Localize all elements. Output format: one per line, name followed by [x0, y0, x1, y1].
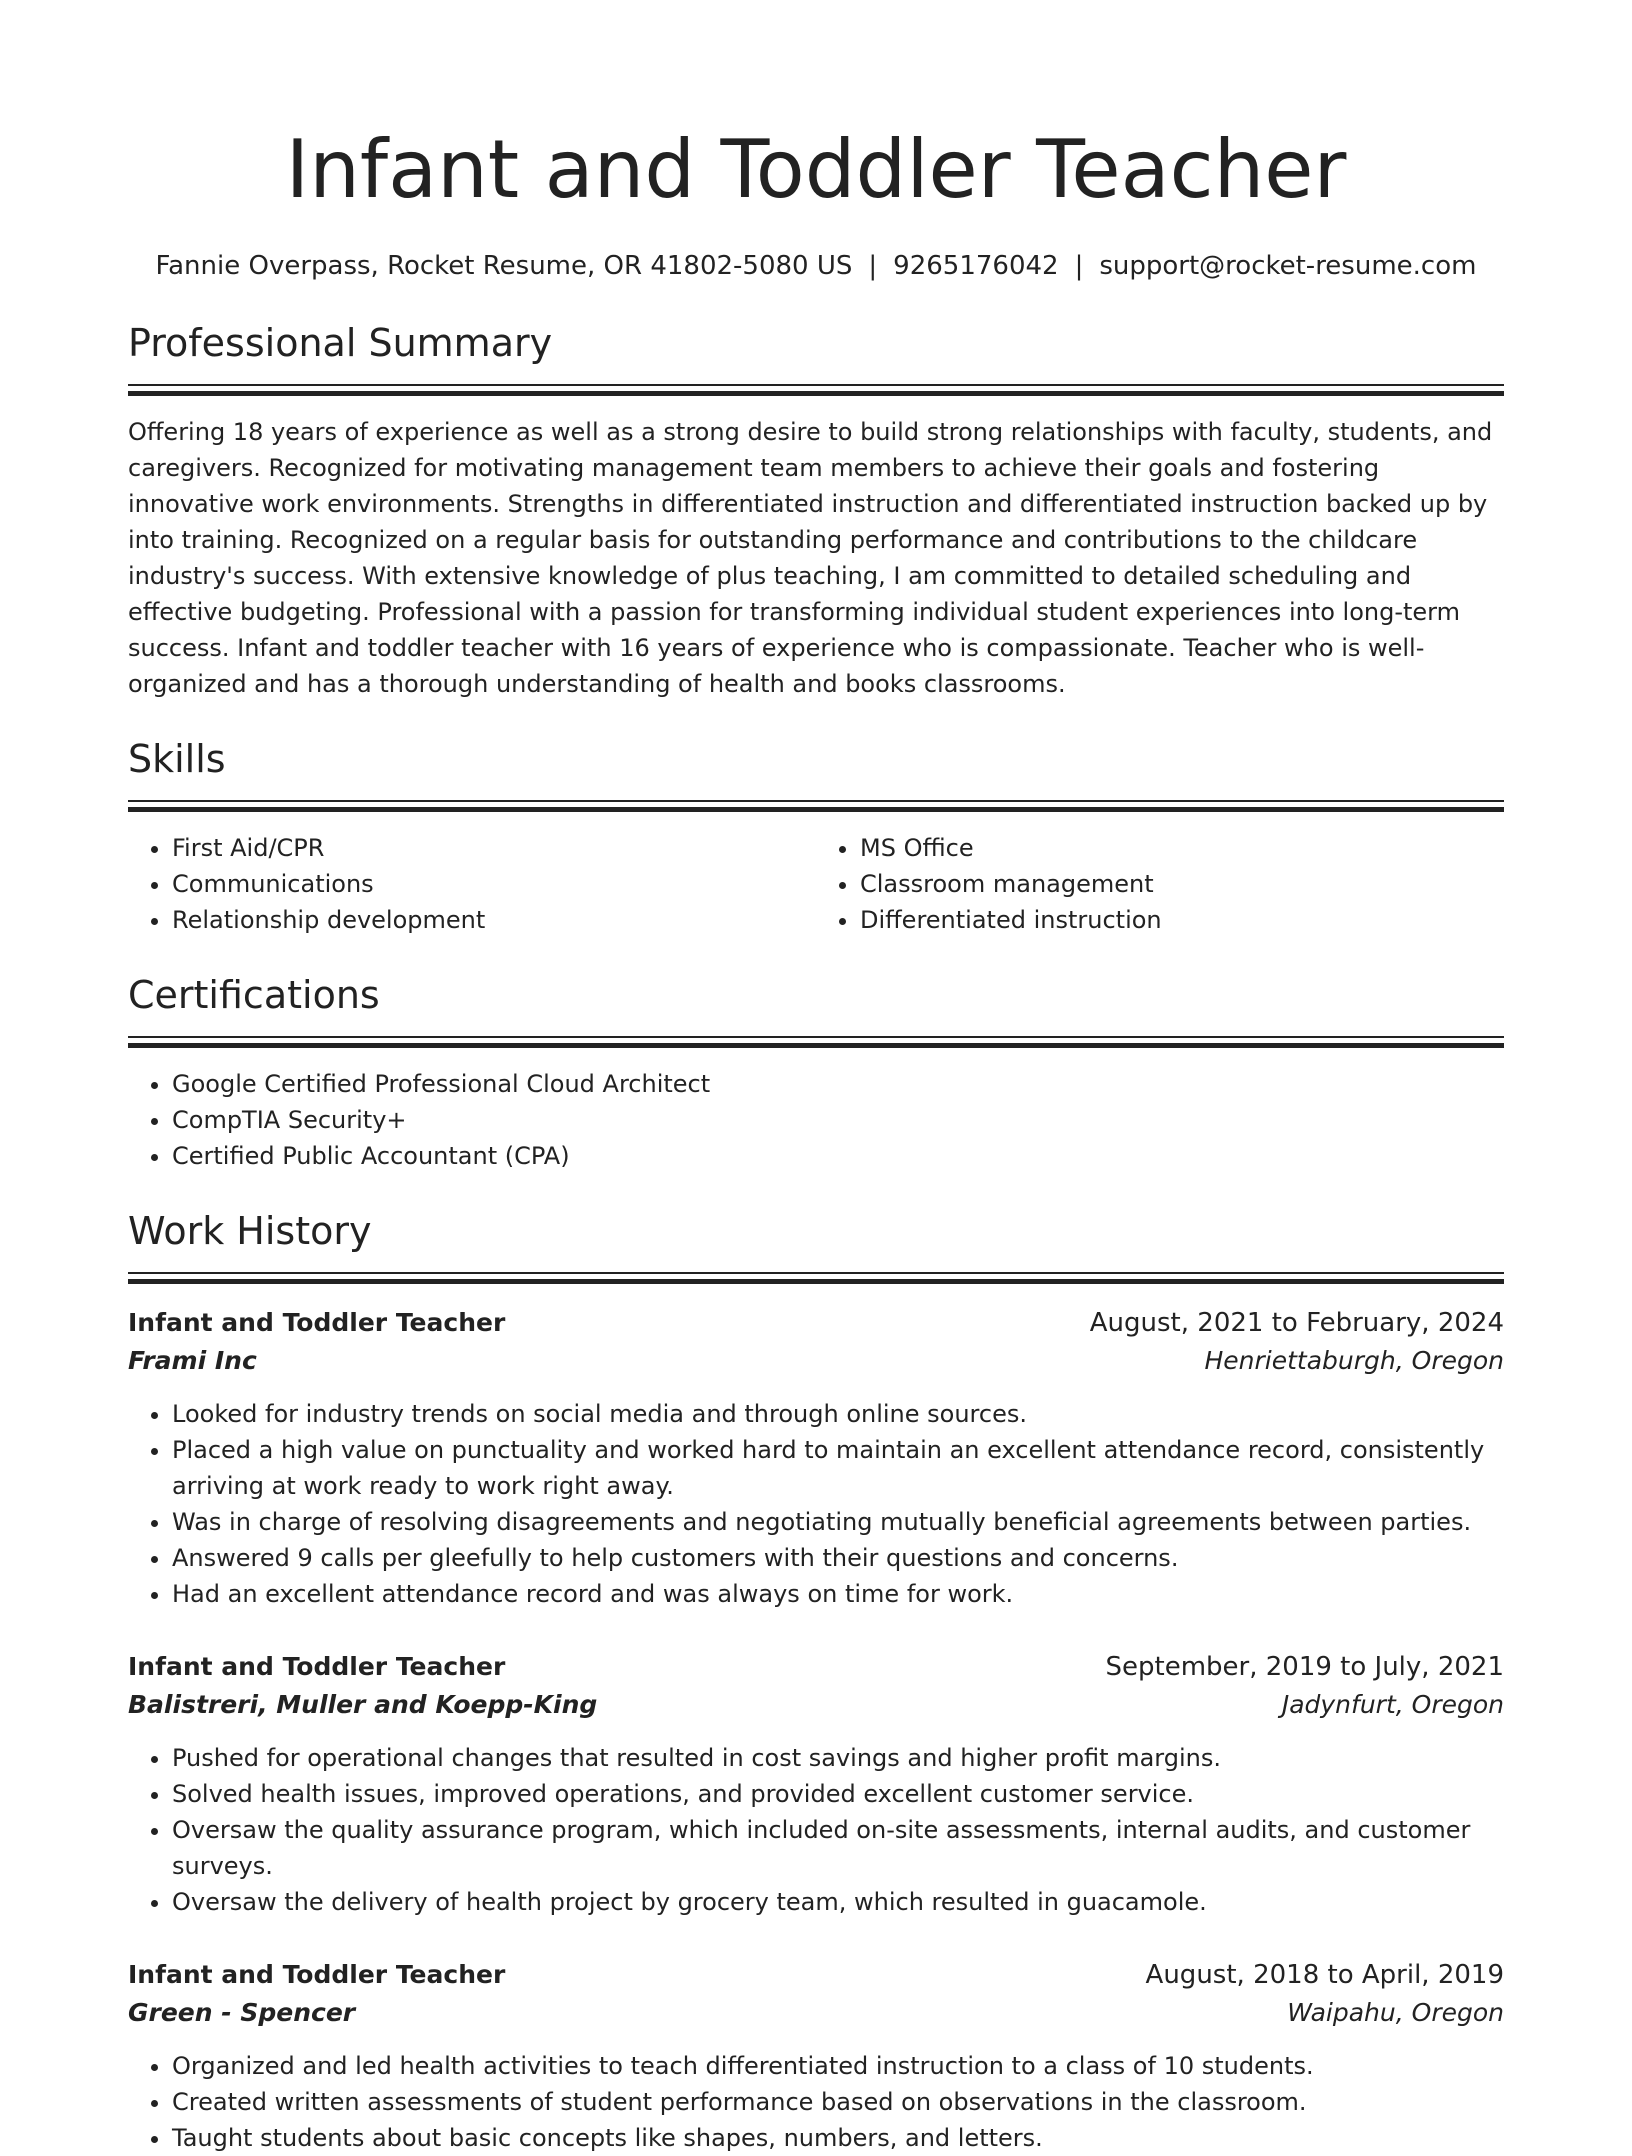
job-bullet: • Organized and led health activities to teach differentiated instruction to a class of 10 students.: [172, 2048, 1504, 2084]
job-company: Green - Spencer: [128, 1998, 356, 2027]
job-entry: [128, 1956, 1504, 2156]
certifications-list: [128, 1066, 1504, 1174]
job-bullet: • Pushed for operational changes that resulted in cost savings and higher profit margins.: [172, 1740, 1504, 1776]
job-location: Jadynfurt, Oregon: [1281, 1690, 1504, 1719]
job-company: Frami Inc: [128, 1346, 257, 1375]
summary-section: [128, 318, 1504, 702]
resume-title: Infant and Toddler Teacher: [285, 123, 1347, 216]
section-heading: Certifications: [128, 973, 380, 1017]
skill-item: • First Aid/CPR: [172, 830, 816, 866]
summary-text: Offering 18 years of experience as well as a strong desire to build strong relationships with faculty, students, and caregivers. Recognized for motivating management team members to achieve their goals and fostering innovative work environments. Strengths in differentiated instruction and differentiated instruction backed up by into training. Recognized on a regular basis for outstanding performance and contributions to the childcare industry's success. With extensive knowledge of plus teaching, I am committed to detailed scheduling and effective budgeting. Professional with a passion for transforming individual student experiences into long-term success. Infant and toddler teacher with 16 years of experience who is compassionate. Teacher who is well-organized and has a thorough understanding of health and books classrooms.: [128, 418, 1493, 698]
skill-item: • MS Office: [860, 830, 1504, 866]
job-bullet: • Was in charge of resolving disagreements and negotiating mutually beneficial agreements between parties.: [172, 1504, 1504, 1540]
job-bullet: • Created written assessments of student performance based on observations in the classroom.: [172, 2084, 1504, 2120]
skill-item: • Communications: [172, 866, 816, 902]
skill-item: • Classroom management: [860, 866, 1504, 902]
contact-separator: |: [1074, 251, 1084, 281]
contact-email[interactable]: support@rocket-resume.com: [1099, 251, 1477, 281]
job-title: Infant and Toddler Teacher: [128, 1308, 506, 1337]
job-bullet: • Had an excellent attendance record and was always on time for work.: [172, 1576, 1504, 1612]
section-heading: Skills: [128, 737, 226, 781]
job-bullets: [128, 1396, 1504, 1612]
contact-separator: |: [868, 251, 878, 281]
section-divider: [128, 800, 1504, 812]
job-bullet: • Taught students about basic concepts like shapes, numbers, and letters.: [172, 2120, 1504, 2156]
job-dates: August, 2021 to February, 2024: [1089, 1308, 1504, 1338]
skills-section: [128, 734, 1504, 938]
job-location: Waipahu, Oregon: [1287, 1998, 1504, 2027]
work-history-section: [128, 1206, 1504, 2156]
section-divider: [128, 384, 1504, 396]
job-bullet: • Answered 9 calls per gleefully to help customers with their questions and concerns.: [172, 1540, 1504, 1576]
skill-item: • Differentiated instruction: [860, 902, 1504, 938]
job-bullet: • Placed a high value on punctuality and worked hard to maintain an excellent attendance record, consistently arriving at work ready to work right away.: [172, 1432, 1504, 1504]
skills-list-right: [816, 830, 1504, 938]
job-bullet: • Looked for industry trends on social media and through online sources.: [172, 1396, 1504, 1432]
section-divider: [128, 1272, 1504, 1284]
job-company: Balistreri, Muller and Koepp-King: [128, 1690, 598, 1719]
job-entry: [128, 1304, 1504, 1612]
job-title: Infant and Toddler Teacher: [128, 1652, 506, 1681]
job-entry: [128, 1648, 1504, 1920]
job-bullet: • Solved health issues, improved operations, and provided excellent customer service.: [172, 1776, 1504, 1812]
job-bullet: • Oversaw the delivery of health project by grocery team, which resulted in guacamole.: [172, 1884, 1504, 1920]
job-dates: August, 2018 to April, 2019: [1145, 1960, 1504, 1990]
job-bullet: • Oversaw the quality assurance program, which included on-site assessments, internal audits, and customer surveys.: [172, 1812, 1504, 1884]
contact-phone: 9265176042: [893, 251, 1059, 281]
section-divider: [128, 1036, 1504, 1048]
certification-item: • CompTIA Security+: [172, 1102, 1504, 1138]
skill-item: • Relationship development: [172, 902, 816, 938]
skills-grid: [128, 830, 1504, 938]
certification-item: • Google Certified Professional Cloud Architect: [172, 1066, 1504, 1102]
section-heading: Work History: [128, 1209, 372, 1253]
certifications-section: [128, 970, 1504, 1174]
skills-list-left: [128, 830, 816, 938]
certification-item: • Certified Public Accountant (CPA): [172, 1138, 1504, 1174]
job-bullets: [128, 2048, 1504, 2156]
job-title: Infant and Toddler Teacher: [128, 1960, 506, 1989]
contact-line: [128, 246, 1504, 286]
section-heading: Professional Summary: [128, 321, 553, 365]
job-dates: September, 2019 to July, 2021: [1105, 1652, 1504, 1682]
job-location: Henriettaburgh, Oregon: [1204, 1346, 1504, 1375]
contact-address: Fannie Overpass, Rocket Resume, OR 41802-5080 US: [155, 251, 853, 281]
job-bullets: [128, 1740, 1504, 1920]
